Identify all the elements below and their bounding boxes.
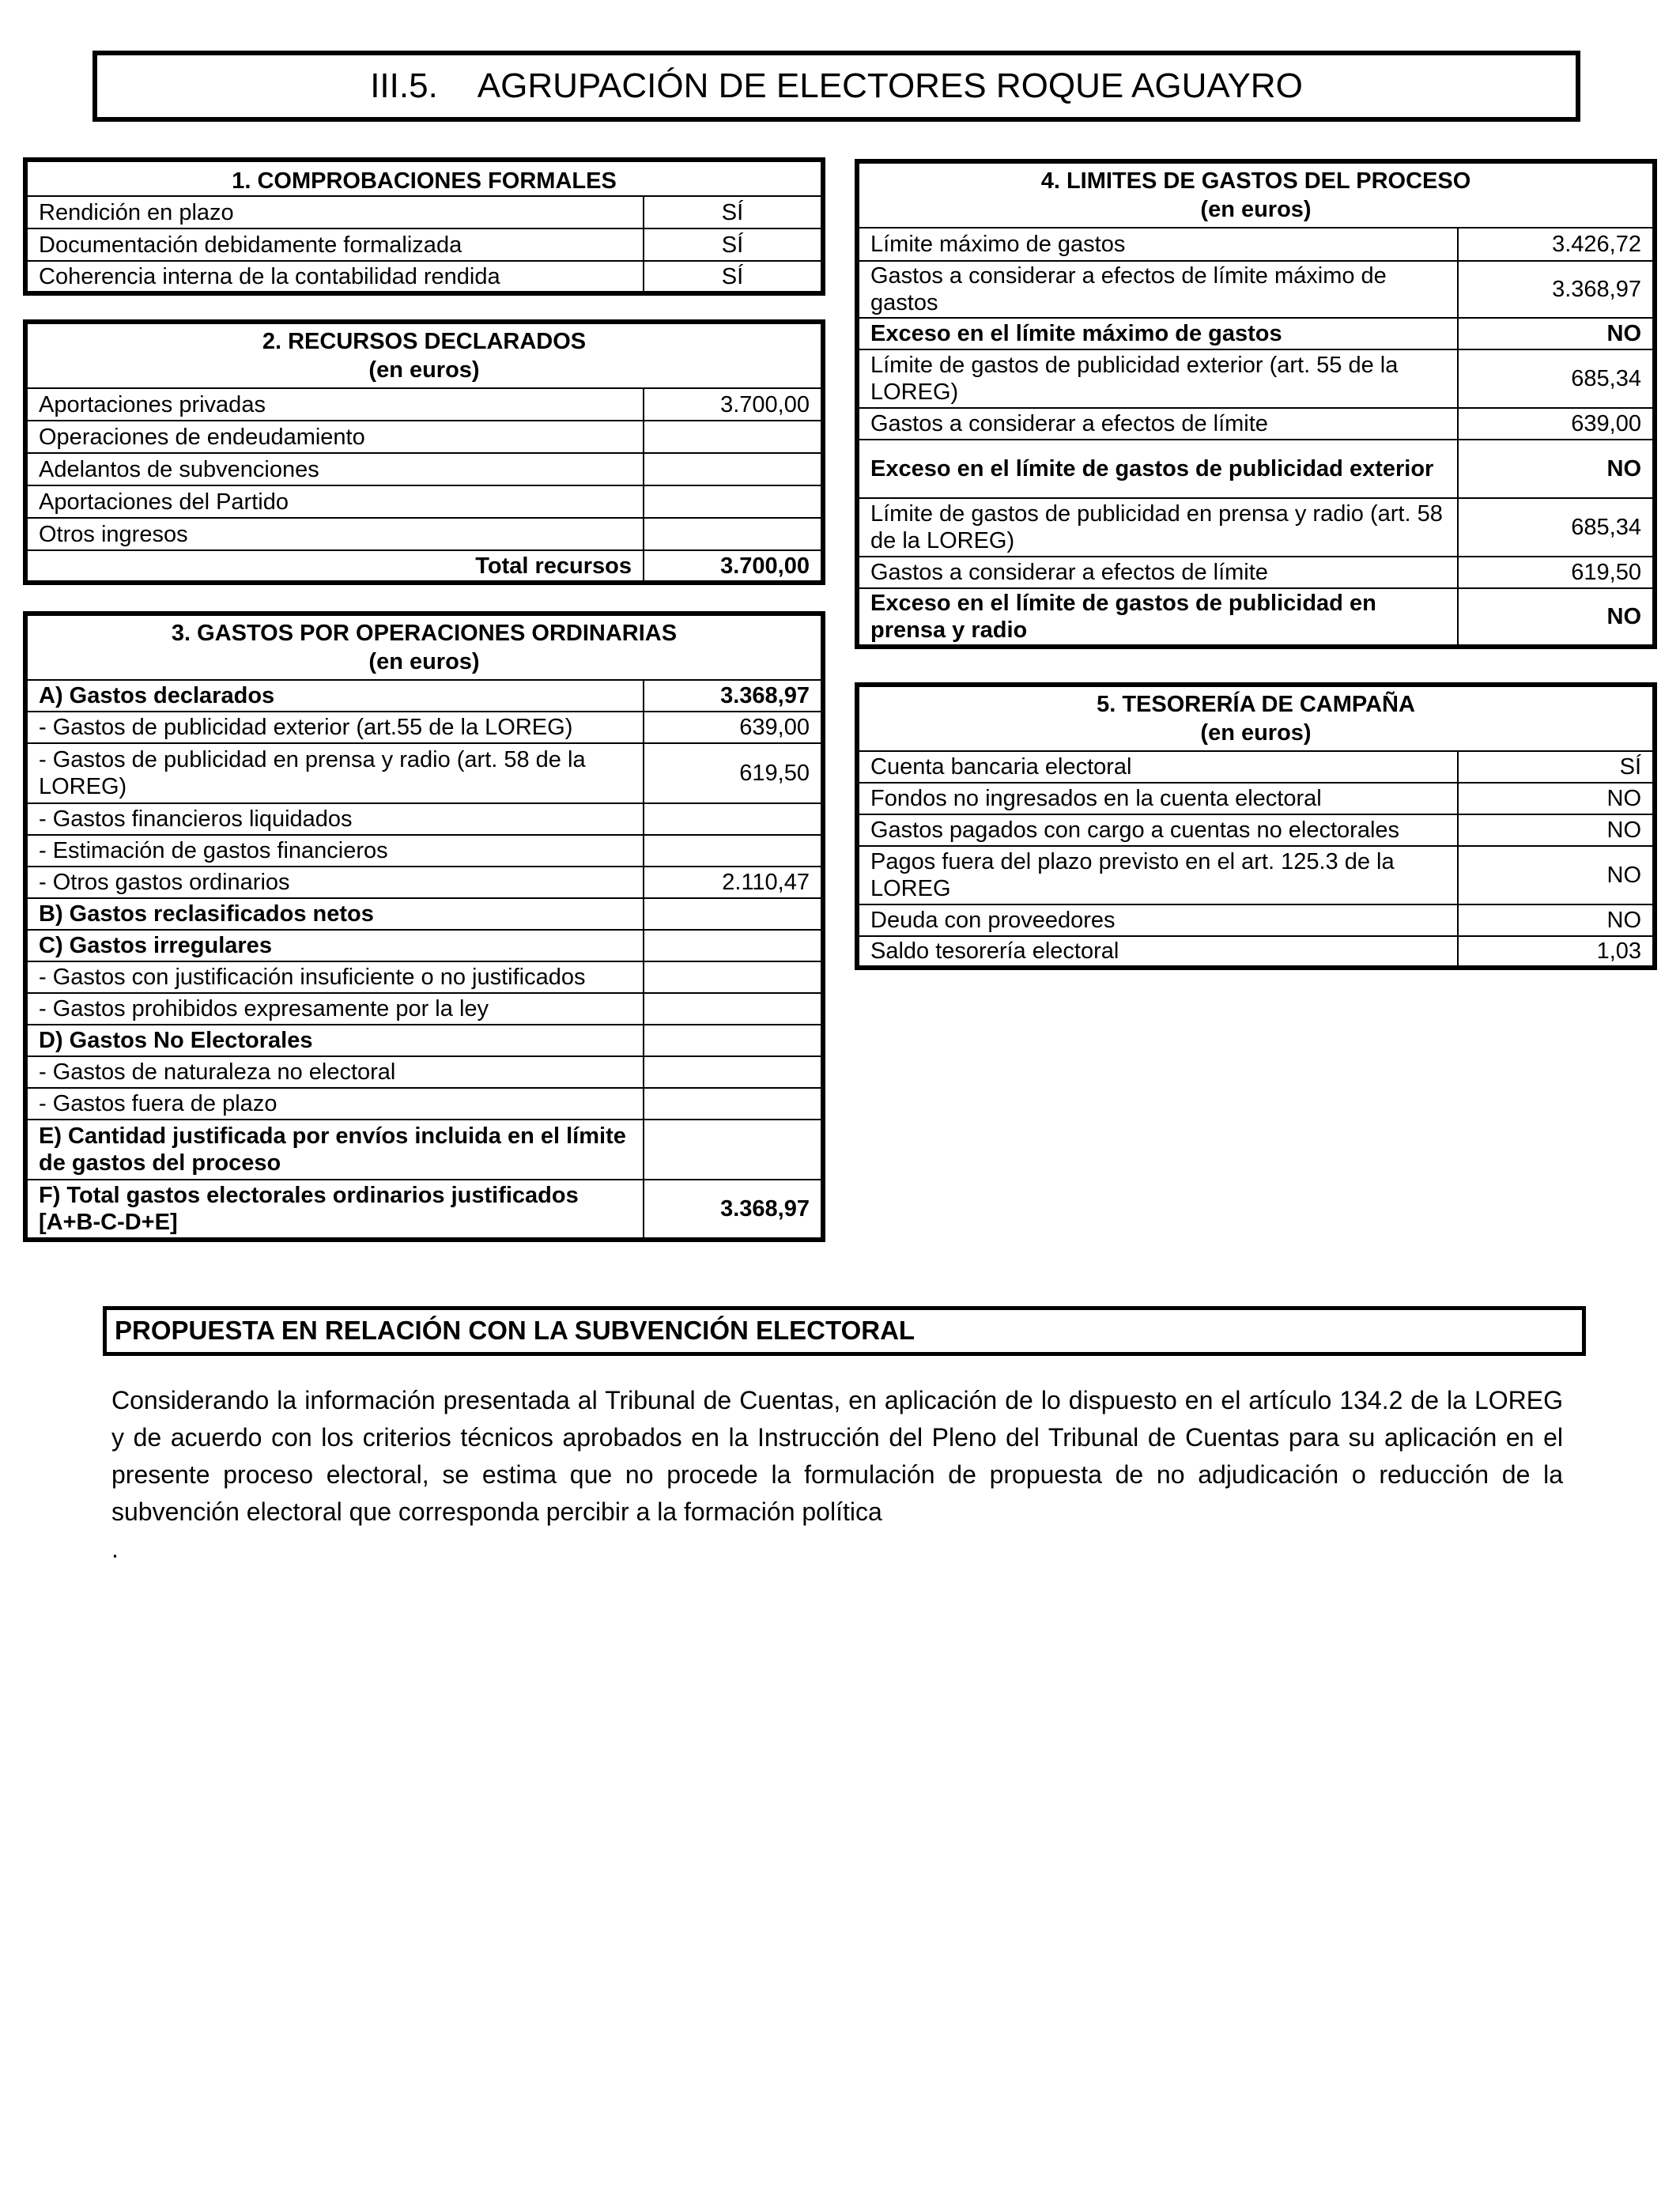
row-label: Saldo tesorería electoral [857,936,1458,968]
row-value: 685,34 [1458,498,1655,557]
row-label: D) Gastos No Electorales [25,1025,644,1056]
row-value [644,1120,823,1180]
row-value [644,453,823,485]
row-label: Rendición en plazo [25,196,644,228]
row-label: - Gastos de publicidad exterior (art.55 de la LOREG) [25,712,644,743]
page-title [92,51,1580,122]
section-heading: 2. RECURSOS DECLARADOS [262,329,587,354]
row-label: Gastos a considerar a efectos de límite [857,557,1458,588]
row-value: NO [1458,440,1655,498]
total-value: 3.700,00 [644,550,823,583]
row-value [644,803,823,835]
row-value: 619,50 [644,743,823,803]
section-heading: 5. TESORERÍA DE CAMPAÑA [1097,692,1415,717]
row-value: NO [1458,904,1655,936]
row-label: Gastos a considerar a efectos de límite [857,408,1458,440]
title-text: AGRUPACIÓN DE ELECTORES ROQUE AGUAYRO [477,66,1303,105]
row-value: 685,34 [1458,349,1655,408]
section-subheading: (en euros) [368,357,480,383]
row-value: SÍ [644,228,823,261]
row-value: 3.368,97 [1458,261,1655,318]
section-subheading: (en euros) [1200,197,1312,222]
row-value [644,1088,823,1120]
row-value: NO [1458,846,1655,904]
row-value: 3.368,97 [644,1180,823,1240]
row-value: 3.368,97 [644,680,823,712]
row-label: Documentación debidamente formalizada [25,228,644,261]
proposal-paragraph: Considerando la información presentada al Tribunal de Cuentas, en aplicación de lo dispuesto en el artículo 134.2 de la LOREG y de acuerdo con los criterios técnicos aprobados en la Instrucción del Pleno del Tribunal de Cuentas para su aplicación en el presente proceso electoral, se estima que no procede la formulación de propuesta de no adjudicación o reducción de la subvención electoral que corresponda percibir a la formación política [111,1386,1563,1526]
section-heading: 3. GASTOS POR OPERACIONES ORDINARIAS [171,621,678,646]
row-value: 639,00 [644,712,823,743]
row-value: NO [1458,783,1655,814]
row-value: 639,00 [1458,408,1655,440]
row-value [644,518,823,550]
row-value: NO [1458,318,1655,349]
row-value: 1,03 [1458,936,1655,968]
row-label: Exceso en el límite de gastos de publicidad en prensa y radio [857,588,1458,647]
row-value: SÍ [644,196,823,228]
table-limites-gastos [855,159,1657,649]
row-value: 3.700,00 [644,388,823,421]
row-value [644,485,823,518]
row-label: Límite de gastos de publicidad en prensa y radio (art. 58 de la LOREG) [857,498,1458,557]
row-value: 2.110,47 [644,867,823,898]
table-tesoreria-campana [855,682,1657,970]
row-label: - Estimación de gastos financieros [25,835,644,867]
row-label: Coherencia interna de la contabilidad rendida [25,261,644,293]
row-label: F) Total gastos electorales ordinarios justificados [A+B-C-D+E] [25,1180,644,1240]
row-label: Pagos fuera del plazo previsto en el art. 125.3 de la LOREG [857,846,1458,904]
row-label: - Gastos prohibidos expresamente por la ley [25,993,644,1025]
row-value: SÍ [1458,751,1655,783]
row-label: - Gastos financieros liquidados [25,803,644,835]
row-value [644,993,823,1025]
table-recursos-declarados [23,319,825,585]
row-label: Otros ingresos [25,518,644,550]
row-label: - Gastos de publicidad en prensa y radio (art. 58 de la LOREG) [25,743,644,803]
row-value [644,961,823,993]
table-gastos-ordinarios [23,611,825,1242]
proposal-body [111,1382,1563,1568]
row-label: Límite de gastos de publicidad exterior (art. 55 de la LOREG) [857,349,1458,408]
row-value [644,835,823,867]
row-label: - Gastos de naturaleza no electoral [25,1056,644,1088]
row-value: SÍ [644,261,823,293]
row-label: Gastos a considerar a efectos de límite máximo de gastos [857,261,1458,318]
section-heading: 4. LIMITES DE GASTOS DEL PROCESO [1040,168,1471,194]
row-label: Adelantos de subvenciones [25,453,644,485]
row-value: NO [1458,814,1655,846]
row-label: Fondos no ingresados en la cuenta electoral [857,783,1458,814]
row-label: - Gastos fuera de plazo [25,1088,644,1120]
row-label: Aportaciones privadas [25,388,644,421]
proposal-heading: PROPUESTA EN RELACIÓN CON LA SUBVENCIÓN ELECTORAL [103,1306,1586,1356]
row-label: Exceso en el límite de gastos de publicidad exterior [857,440,1458,498]
total-label: Total recursos [25,550,644,583]
row-value [644,930,823,961]
row-value: NO [1458,588,1655,647]
section-subheading: (en euros) [1200,720,1312,746]
row-label: Aportaciones del Partido [25,485,644,518]
row-label: Límite máximo de gastos [857,228,1458,261]
row-label: Cuenta bancaria electoral [857,751,1458,783]
row-label: Deuda con proveedores [857,904,1458,936]
proposal-dot: . [111,1535,119,1563]
row-value: 619,50 [1458,557,1655,588]
row-value: 3.426,72 [1458,228,1655,261]
row-label: C) Gastos irregulares [25,930,644,961]
title-number: III.5. [370,66,438,105]
row-value [644,1025,823,1056]
section-subheading: (en euros) [368,649,480,674]
row-value [644,898,823,930]
row-label: - Otros gastos ordinarios [25,867,644,898]
row-label: Operaciones de endeudamiento [25,421,644,453]
section-heading: 1. COMPROBACIONES FORMALES [25,160,823,196]
table-comprobaciones-formales [23,157,825,296]
row-label: - Gastos con justificación insuficiente o no justificados [25,961,644,993]
row-value [644,1056,823,1088]
row-value [644,421,823,453]
row-label: Gastos pagados con cargo a cuentas no electorales [857,814,1458,846]
row-label: E) Cantidad justificada por envíos incluida en el límite de gastos del proceso [25,1120,644,1180]
row-label: A) Gastos declarados [25,680,644,712]
row-label: B) Gastos reclasificados netos [25,898,644,930]
row-label: Exceso en el límite máximo de gastos [857,318,1458,349]
